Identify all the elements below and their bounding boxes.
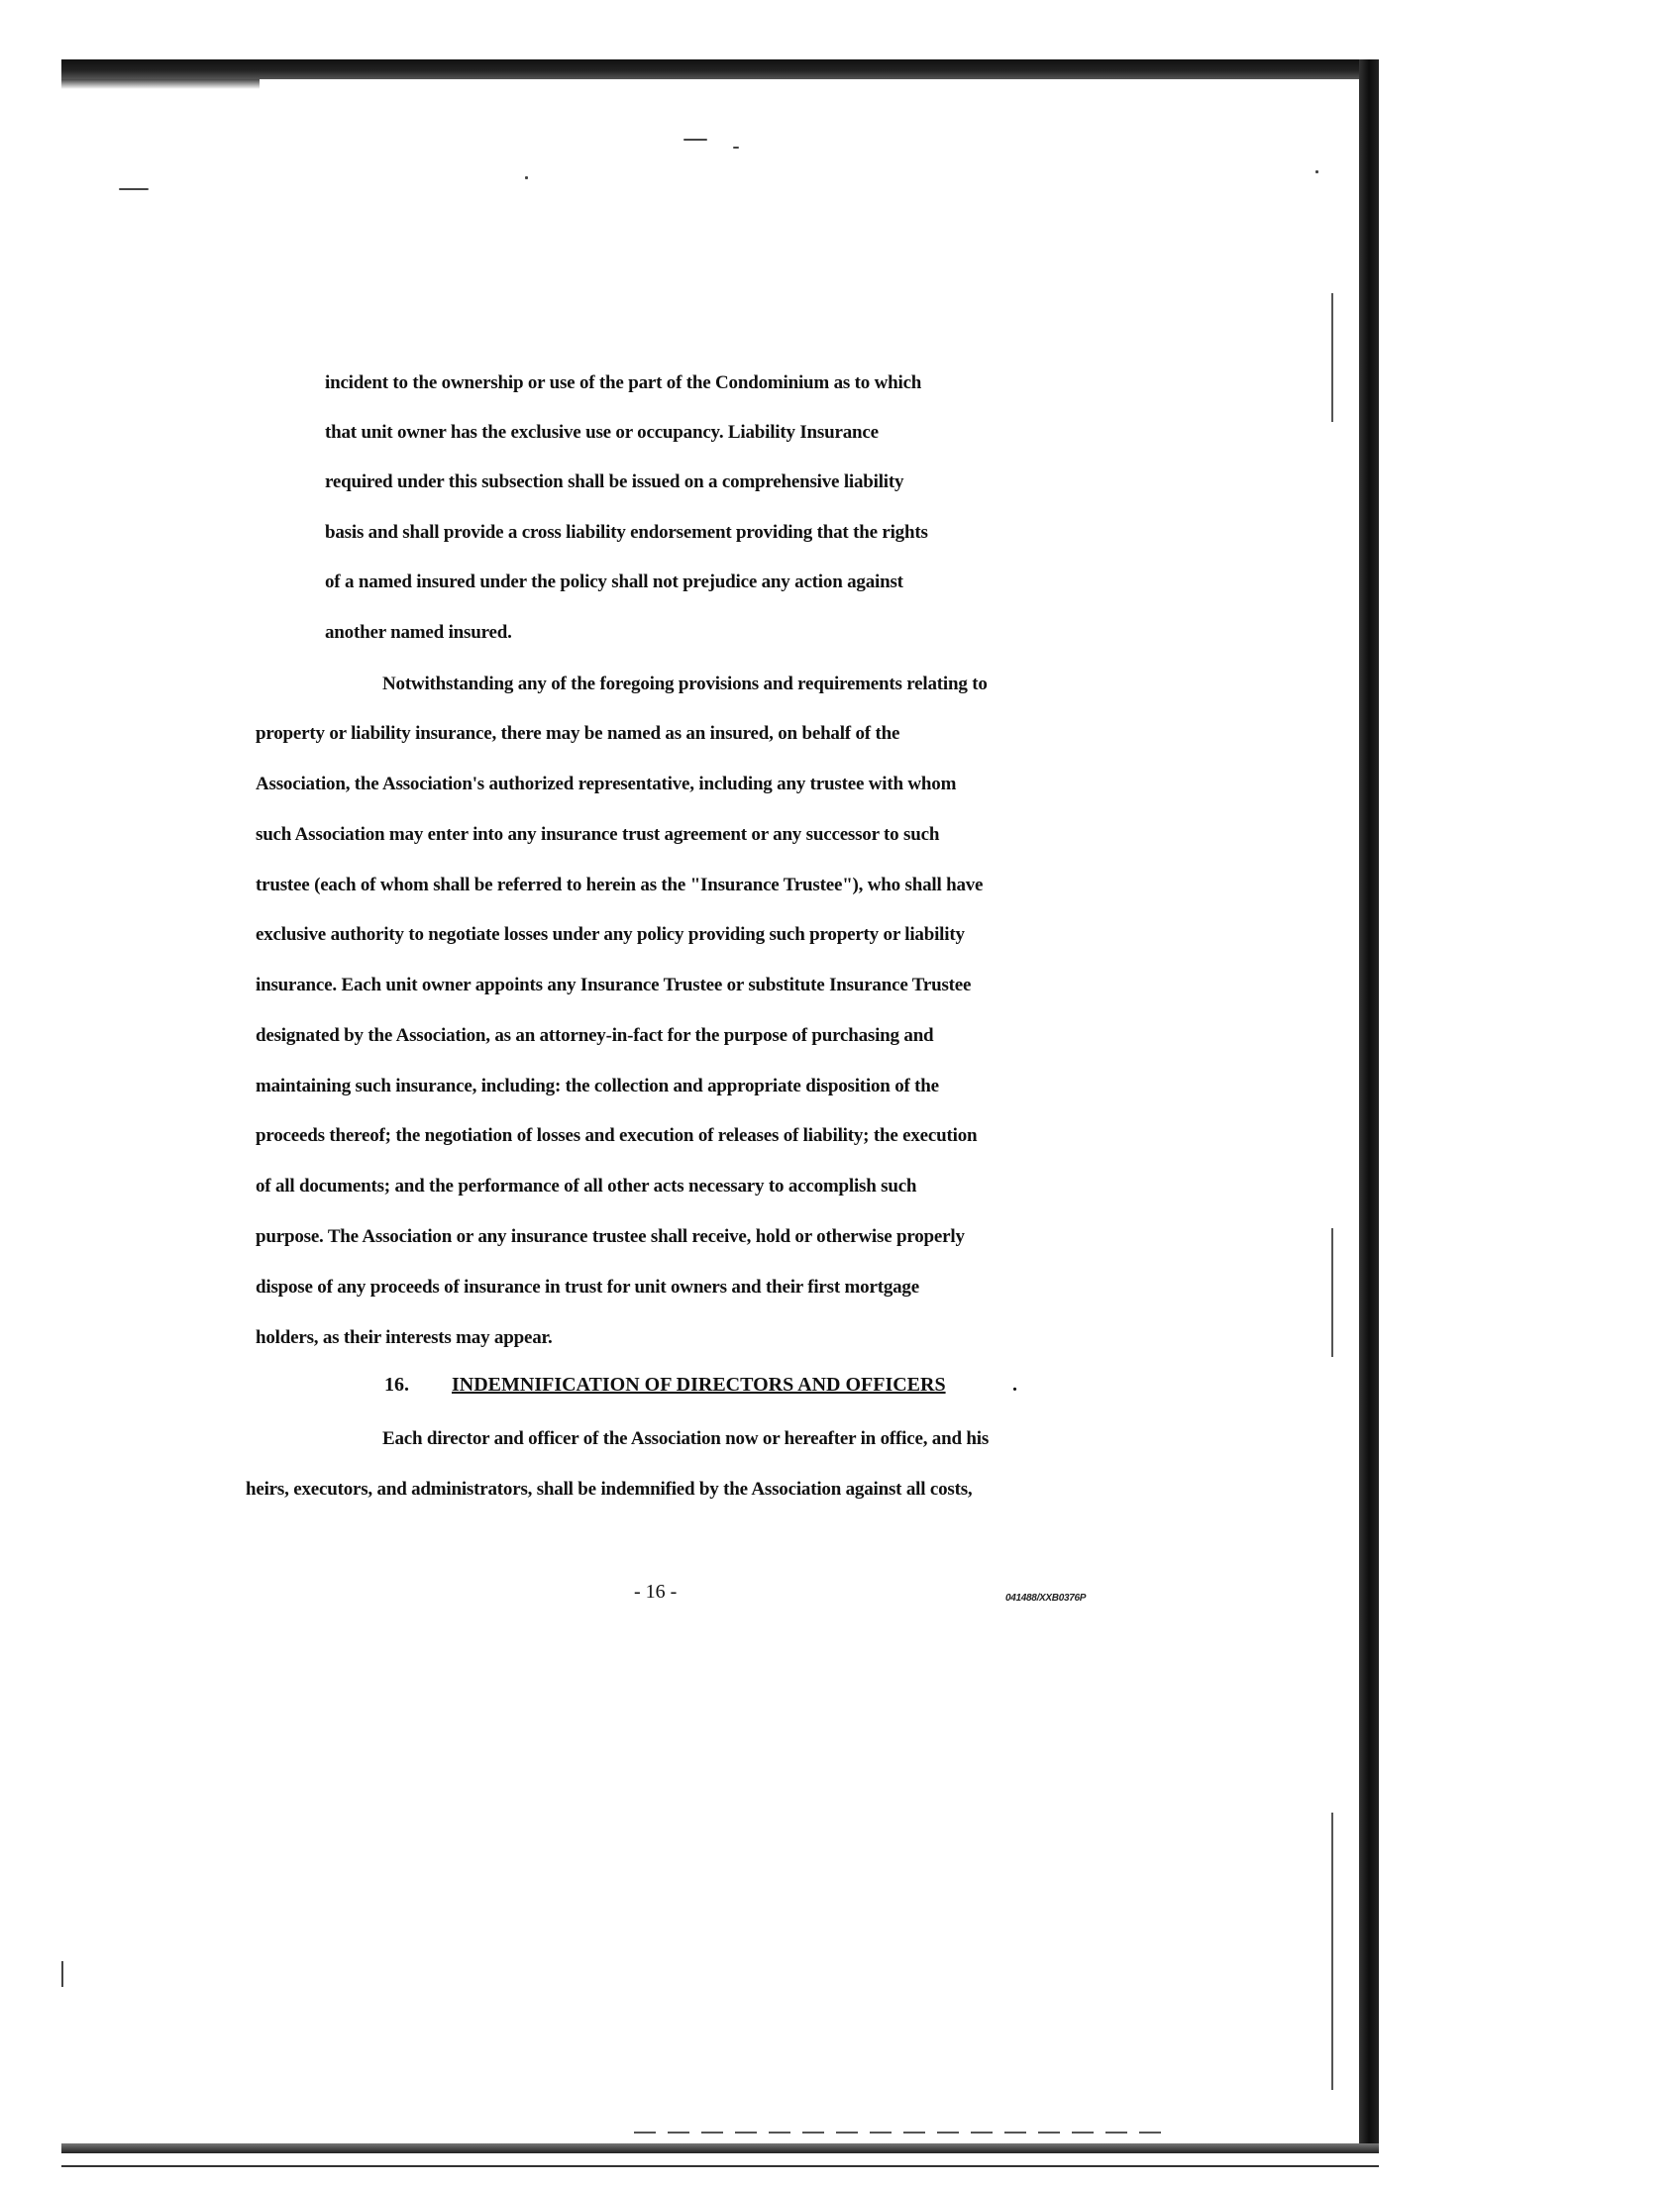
scan-border-right [1359,59,1379,2149]
scan-border-top [61,59,1379,79]
body-line: another named insured. [325,622,512,643]
section-number: 16. [384,1374,409,1396]
body-line: Each director and officer of the Association now or hereafter in office, and his [382,1428,990,1449]
page-number: - 16 - [634,1581,678,1603]
body-line: of a named insured under the policy shall not prejudice any action against [325,572,903,592]
body-line: basis and shall provide a cross liability endorsement providing that the rights [325,522,928,543]
body-line: Notwithstanding any of the foregoing provisions and requirements relating to [382,674,988,694]
body-line: Association, the Association's authorized representative, including any trustee with whom [256,774,957,794]
body-line: trustee (each of whom shall be referred to herein as the "Insurance Trustee"), who shall have [256,875,984,895]
body-line: dispose of any proceeds of insurance in trust for unit owners and their first mortgage [256,1277,919,1298]
scan-border-bottom [61,2143,1379,2153]
scan-right-mark [1331,293,1333,422]
scan-right-mark [1331,1228,1333,1357]
body-line: required under this subsection shall be issued on a comprehensive liability [325,471,904,492]
scan-speck [1315,170,1318,173]
body-line: purpose. The Association or any insurance trustee shall receive, hold or otherwise properly [256,1226,965,1247]
body-line: such Association may enter into any insurance trust agreement or any successor to such [256,824,940,845]
document-code: 041488/XXB0376P [1005,1593,1087,1604]
scan-speck [733,147,739,149]
body-line: insurance. Each unit owner appoints any Insurance Trustee or substitute Insurance Trustee [256,975,972,995]
body-line: of all documents; and the performance of all other acts necessary to accomplish such [256,1176,917,1197]
body-line: heirs, executors, and administrators, shall be indemnified by the Association against all costs, [246,1479,973,1500]
scan-shadow-top [61,79,260,89]
body-line: designated by the Association, as an attorney-in-fact for the purpose of purchasing and [256,1025,934,1046]
scan-left-mark [61,1961,63,1987]
scan-speck [683,139,707,141]
body-line: holders, as their interests may appear. [256,1327,553,1348]
body-line: that unit owner has the exclusive use or occupancy. Liability Insurance [325,422,879,443]
scan-right-mark [1331,1813,1333,2090]
scan-dashed-mark [634,2132,1169,2134]
scan-bottom-rule [61,2165,1379,2167]
body-line: maintaining such insurance, including: the collection and appropriate disposition of the [256,1076,939,1096]
section-title: INDEMNIFICATION OF DIRECTORS AND OFFICERS [452,1374,946,1396]
body-line: proceeds thereof; the negotiation of losses and execution of releases of liability; the execution [256,1125,978,1146]
section-title-period: . [1012,1374,1017,1396]
body-line: exclusive authority to negotiate losses under any policy providing such property or liability [256,924,965,945]
scan-speck [525,176,528,179]
body-line: incident to the ownership or use of the part of the Condominium as to which [325,372,922,393]
scan-speck [119,188,149,190]
body-line: property or liability insurance, there may be named as an insured, on behalf of the [256,723,900,744]
